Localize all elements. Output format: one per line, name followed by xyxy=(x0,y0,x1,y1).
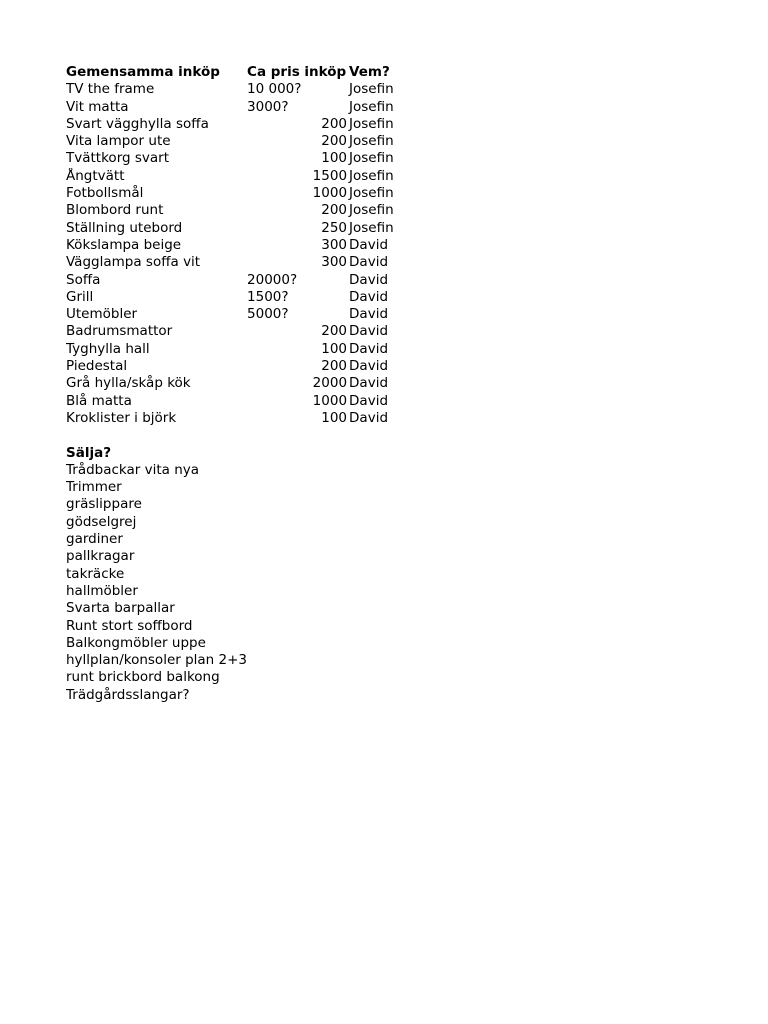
sell-item-cell[interactable]: gardiner xyxy=(66,531,123,548)
list-item xyxy=(66,548,409,565)
who-cell[interactable]: David xyxy=(349,358,389,375)
price-cell[interactable]: 2000 xyxy=(312,375,348,392)
table-row xyxy=(66,341,409,358)
empty-cell[interactable] xyxy=(247,496,347,513)
price-cell[interactable]: 100 xyxy=(321,340,348,357)
list-item xyxy=(66,652,409,669)
header-who[interactable]: Vem? xyxy=(349,64,390,80)
spreadsheet-grid xyxy=(66,64,409,704)
price-cell[interactable]: 200 xyxy=(321,202,348,219)
table-row xyxy=(66,202,409,219)
empty-cell[interactable] xyxy=(247,669,347,686)
item-cell[interactable]: Vägglampa soffa vit xyxy=(66,254,201,271)
item-cell[interactable]: Grill xyxy=(66,288,94,305)
list-item xyxy=(66,566,409,583)
item-cell[interactable]: Svart vägghylla soffa xyxy=(66,115,209,132)
empty-cell[interactable] xyxy=(247,531,347,548)
empty-cell[interactable] xyxy=(247,427,347,444)
spreadsheet xyxy=(66,64,409,704)
sell-item-cell[interactable]: hallmöbler xyxy=(66,582,138,599)
who-cell[interactable]: Josefin xyxy=(349,150,394,167)
item-cell[interactable]: Badrumsmattor xyxy=(66,323,173,340)
list-item xyxy=(66,479,409,496)
empty-cell[interactable] xyxy=(347,687,409,704)
price-cell[interactable]: 10 000? xyxy=(247,81,302,98)
sell-item-cell[interactable]: gräslippare xyxy=(66,496,142,513)
table-row xyxy=(66,410,409,427)
sell-item-cell[interactable]: Balkongmöbler uppe xyxy=(66,634,206,651)
price-cell[interactable]: 3000? xyxy=(247,98,289,115)
empty-cell[interactable] xyxy=(347,618,409,635)
table-row xyxy=(66,220,409,237)
empty-cell[interactable] xyxy=(347,531,409,548)
sell-header-row xyxy=(66,445,409,462)
list-item xyxy=(66,531,409,548)
who-cell[interactable]: Josefin xyxy=(349,167,394,184)
empty-cell[interactable] xyxy=(247,635,347,652)
item-cell[interactable]: Fotbollsmål xyxy=(66,185,144,202)
price-cell[interactable]: 20000? xyxy=(247,271,298,288)
item-cell[interactable]: Blombord runt xyxy=(66,202,164,219)
table-row xyxy=(66,237,409,254)
empty-cell[interactable] xyxy=(347,496,409,513)
price-cell[interactable]: 200 xyxy=(321,115,348,132)
who-cell[interactable]: Josefin xyxy=(349,202,394,219)
who-cell[interactable]: David xyxy=(349,323,389,340)
empty-cell[interactable] xyxy=(66,427,247,444)
sell-item-cell[interactable]: takräcke xyxy=(66,565,125,582)
who-cell[interactable]: David xyxy=(349,236,389,253)
sell-item-cell[interactable]: Trådbackar vita nya xyxy=(66,461,200,478)
price-cell[interactable]: 5000? xyxy=(247,306,289,323)
price-cell[interactable]: 200 xyxy=(321,133,348,150)
table-row xyxy=(66,306,409,323)
who-cell[interactable]: Josefin xyxy=(349,185,394,202)
list-item xyxy=(66,635,409,652)
list-item xyxy=(66,687,409,704)
sell-item-cell[interactable]: Trädgårdsslangar? xyxy=(66,686,190,703)
item-cell[interactable]: Ångtvätt xyxy=(66,167,125,184)
sell-item-cell[interactable]: Trimmer xyxy=(66,479,122,496)
who-cell[interactable]: Josefin xyxy=(349,115,394,132)
empty-cell[interactable] xyxy=(247,514,347,531)
price-cell[interactable]: 1500 xyxy=(312,167,348,184)
price-cell[interactable]: 200 xyxy=(321,323,348,340)
who-cell[interactable]: Josefin xyxy=(349,81,394,98)
empty-cell[interactable] xyxy=(347,548,409,565)
who-cell[interactable]: Josefin xyxy=(349,98,394,115)
empty-cell[interactable] xyxy=(247,566,347,583)
item-cell[interactable]: Ställning utebord xyxy=(66,219,183,236)
sell-item-cell[interactable]: gödselgrej xyxy=(66,513,137,530)
item-cell[interactable]: Piedestal xyxy=(66,358,128,375)
item-cell[interactable]: Blå matta xyxy=(66,392,132,409)
table-row xyxy=(66,289,409,306)
grid-body xyxy=(66,64,409,704)
list-item xyxy=(66,600,409,617)
empty-cell[interactable] xyxy=(347,583,409,600)
empty-cell[interactable] xyxy=(347,566,409,583)
price-cell[interactable]: 1000 xyxy=(312,185,348,202)
price-cell[interactable]: 1000 xyxy=(312,392,348,409)
empty-cell[interactable] xyxy=(347,514,409,531)
price-cell[interactable]: 100 xyxy=(321,150,348,167)
empty-cell[interactable] xyxy=(247,583,347,600)
empty-cell[interactable] xyxy=(347,462,409,479)
empty-cell[interactable] xyxy=(347,479,409,496)
table-row xyxy=(66,150,409,167)
sell-item-cell[interactable]: pallkragar xyxy=(66,548,135,565)
item-cell[interactable]: Tvättkorg svart xyxy=(66,150,170,167)
list-item xyxy=(66,514,409,531)
sell-item-cell[interactable]: runt brickbord balkong xyxy=(66,669,220,686)
empty-cell[interactable] xyxy=(347,669,409,686)
header-row xyxy=(66,64,409,81)
list-item xyxy=(66,496,409,513)
price-cell[interactable]: 300 xyxy=(321,236,348,253)
table-row xyxy=(66,99,409,116)
who-cell[interactable]: David xyxy=(349,392,389,409)
who-cell[interactable]: Josefin xyxy=(349,219,394,236)
header-price[interactable]: Ca pris inköp xyxy=(247,64,347,80)
table-row xyxy=(66,116,409,133)
table-row xyxy=(66,81,409,98)
who-cell[interactable]: David xyxy=(349,306,389,323)
who-cell[interactable]: David xyxy=(349,375,389,392)
table-row xyxy=(66,393,409,410)
who-cell[interactable]: David xyxy=(349,340,389,357)
list-item xyxy=(66,462,409,479)
empty-cell[interactable] xyxy=(347,652,409,669)
sell-item-cell[interactable]: hyllplan/konsoler plan 2+3 xyxy=(66,652,248,669)
sell-item-cell[interactable]: Runt stort soffbord xyxy=(66,617,193,634)
item-cell[interactable]: Vita lampor ute xyxy=(66,133,171,150)
who-cell[interactable]: David xyxy=(349,409,389,426)
empty-cell[interactable] xyxy=(247,618,347,635)
item-cell[interactable]: Vit matta xyxy=(66,98,129,115)
empty-cell[interactable] xyxy=(347,427,409,444)
item-cell[interactable]: TV the frame xyxy=(66,81,155,98)
who-cell[interactable]: David xyxy=(349,288,389,305)
list-item xyxy=(66,618,409,635)
table-row xyxy=(66,168,409,185)
table-row xyxy=(66,133,409,150)
price-cell[interactable]: 250 xyxy=(321,219,348,236)
price-cell[interactable]: 300 xyxy=(321,254,348,271)
who-cell[interactable]: Josefin xyxy=(349,133,394,150)
sell-header[interactable]: Sälja? xyxy=(66,444,112,461)
item-cell[interactable]: Kroklister i björk xyxy=(66,409,177,426)
item-cell[interactable]: Utemöbler xyxy=(66,306,138,323)
sell-item-cell[interactable]: Svarta barpallar xyxy=(66,600,175,617)
list-item xyxy=(66,669,409,686)
header-item[interactable]: Gemensamma inköp xyxy=(66,64,220,80)
price-cell[interactable]: 100 xyxy=(321,409,348,426)
empty-row xyxy=(66,427,409,444)
list-item xyxy=(66,583,409,600)
table-row xyxy=(66,254,409,271)
empty-cell[interactable] xyxy=(247,600,347,617)
table-row xyxy=(66,323,409,340)
empty-cell[interactable] xyxy=(247,687,347,704)
table-row xyxy=(66,358,409,375)
who-cell[interactable]: David xyxy=(349,254,389,271)
item-cell[interactable]: Grå hylla/skåp kök xyxy=(66,375,191,392)
table-row xyxy=(66,375,409,392)
empty-cell[interactable] xyxy=(247,652,347,669)
price-cell[interactable]: 200 xyxy=(321,358,348,375)
empty-cell[interactable] xyxy=(247,548,347,565)
item-cell[interactable]: Tyghylla hall xyxy=(66,340,150,357)
table-row xyxy=(66,185,409,202)
table-row xyxy=(66,272,409,289)
empty-cell[interactable] xyxy=(347,600,409,617)
who-cell[interactable]: David xyxy=(349,271,389,288)
item-cell[interactable]: Soffa xyxy=(66,271,101,288)
empty-cell[interactable] xyxy=(247,462,347,479)
price-cell[interactable]: 1500? xyxy=(247,288,289,305)
empty-cell[interactable] xyxy=(247,479,347,496)
empty-cell[interactable] xyxy=(347,635,409,652)
item-cell[interactable]: Kökslampa beige xyxy=(66,236,182,253)
